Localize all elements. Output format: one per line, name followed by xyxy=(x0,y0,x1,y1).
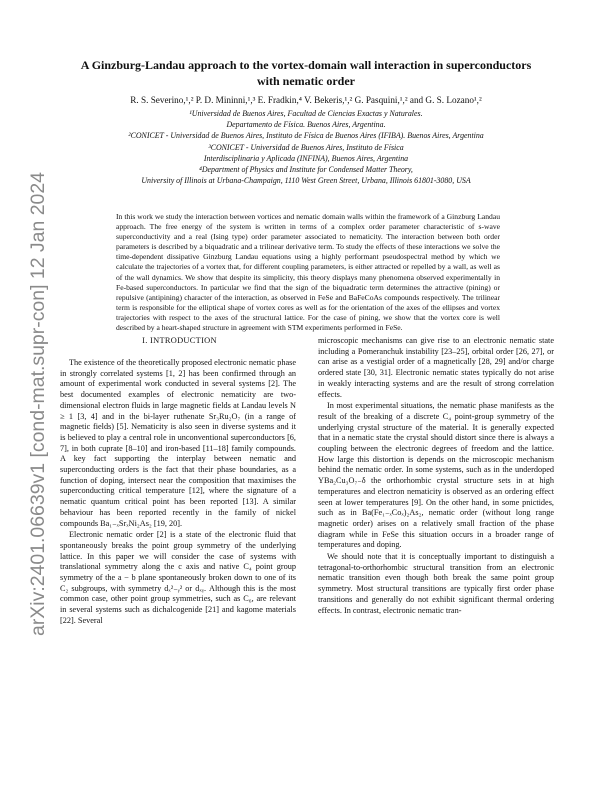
affiliation-line: Departamento de Física. Buenos Aires, Argentina. xyxy=(226,120,386,130)
affiliation-line: ²CONICET - Universidad de Buenos Aires, Instituto de Física de Buenos Aires (IFIBA). Buenos Aires, Argentina xyxy=(128,131,484,141)
affiliation-line: ⁴Department of Physics and Institute for Condensed Matter Theory, xyxy=(199,165,413,175)
arxiv-stamp-text: arXiv:2401.06639v1 [cond-mat.supr-con] 12 Jan 2024 xyxy=(27,170,49,636)
affiliation-line: ¹Universidad de Buenos Aires, Facultad de Ciencias Exactas y Naturales. xyxy=(189,109,423,118)
affiliations xyxy=(60,108,552,186)
body-paragraph: Electronic nematic order [2] is a state of the electronic fluid that spontaneously breaks the point group symmetry of the underlying lattice. In this paper we will consider the case of systems with translational symmetry along the c axis and native C₄ point group symmetry of the a − b plane spontaneously broken down to one of its C₂ subgroups, with symmetry dₓ²₋ᵧ² or dₓᵧ. Although this is the most common case, other point group symmetries, such as C₆, are relevant in several systems such as dichalcogenide [21] and kagome materials [22]. Several xyxy=(60,530,296,625)
body-paragraph: We should note that it is conceptually important to distinguish a tetragonal-to-orthorhombic structural transition from an electronic nematic transition even though both break the same point group symmetry. Most structural transitions are typically first order phase transitions and generally do not exhibit significant thermal ordering effects. In contrast, electronic nematic tran- xyxy=(318,552,554,615)
right-column xyxy=(318,336,554,758)
abstract: In this work we study the interaction between vortices and nematic domain walls within the framework of a Ginzburg Landau approach. The free energy of the system is written in terms of a complex order parameter characteristic of s-wave superconductivity and a real (Ising type) order parameter associated to nematicity. The interaction between both order parameters is described by a biquadratic and a trilinear derivative term. To study the effects of these interactions we solve the time-dependent dissipative Ginzburg Landau equations using a highly performant pseudospectral method by which we calculate the trajectories of a vortex that, for different coupling parameters, is either attracted or repelled by a wall, as well as of the wall dynamics. We show that despite its simplicity, this theory displays many phenomena observed experimentally in Fe-based superconductors. In particular we find that the sign of the biquadratic term determines the attractive (pining) or repulsive (antipining) character of the interaction, as observed in FeSe and BaFeCoAs compounds respectively. The trilinear term is responsible for the elliptical shape of vortex cores as well as for the orientation of the axes of the ellipses and vortex trajectories with respect to the axes of the structural lattice. For the case of pining, we show that the vortex core is well described by a heart-shaped structure in agreement with STM experiments performed in FeSe. xyxy=(116,212,500,333)
author-list: R. S. Severino,¹,² P. D. Mininni,¹,³ E. Fradkin,⁴ V. Bekeris,¹,² G. Pasquini,¹,² and G. S. Lozano¹,² xyxy=(130,95,482,105)
arxiv-stamp xyxy=(14,168,54,638)
affiliation-line: ³CONICET - Universidad de Buenos Aires, Instituto de Física xyxy=(208,142,404,152)
affiliation-line: Interdisciplinaria y Aplicada (INFINA), Buenos Aires, Argentina xyxy=(203,153,409,163)
body-paragraph: The existence of the theoretically proposed electronic nematic phase in strongly correlated systems [1, 2] has been confirmed through an amount of experimental work conducted in several systems [2]. The best documented examples of electronic nematicity are two-dimensional electron fluids in large magnetic fields at Landau levels N ≥ 1 [3, 4] and in the bi-layer ruthenate Sr₃Ru₂O₇ (in a range of magnetic fields) [5]. Nematicity is also seen in diverse systems and it is believed to play a central role in unconventional superconductors [6, 7], in both cuprate [8–10] and iron-based [11–18] family compounds. A key fact supporting the interplay between nematic and superconducting orders is the fact that their phase boundaries, as a function of doping, intersect near the composition that maximises the superconducting critical temperature [12], where the signature of a nematic quantum critical point has been reported [13]. A similar behaviour has been reported recently in the family of nickel compounds Ba₁₋ₓSrₓNi₂As₂ [19, 20]. xyxy=(60,358,296,528)
affiliation-line: University of Illinois at Urbana-Champaign, 1110 West Green Street, Urbana, Illinois 61801-3080, USA xyxy=(141,176,471,186)
body-paragraph: In most experimental situations, the nematic phase manifests as the result of the breaking of a discrete C₄ point-group symmetry of the underlying crystal structure of the material. It is generally expected that in a nematic state the crystal should distort since there is always a coupling between the electronic degrees of freedom and the lattice. How large this distortion is depends on the microscopic mechanism behind the nematic order. In some systems, such as in the underdoped YBa₂Cu₃O₇₋δ the orthorhombic crystal structure sets in at high temperatures and electron nematicity is observed as an ordering effect seen at lower temperatures [9]. On the other hand, in some pnictides, such as in Ba(Fe₁₋ₓCoₓ)₂As₂, nematic order (without long range magnetic order) arises on a relatively small fraction of the phase diagram while in FeSe this situation occurs in a broader range of temperatures and doping. xyxy=(318,401,554,550)
left-column xyxy=(60,358,296,758)
section-heading-introduction: I. INTRODUCTION xyxy=(142,336,217,345)
paper-title: A Ginzburg-Landau approach to the vortex-domain wall interaction in superconductors with nematic order xyxy=(80,58,532,88)
body-paragraph: microscopic mechanisms can give rise to an electronic nematic state including a Pomeranchuk instability [23–25], orbital order [26, 27], or can arise as a vestigial order of a magnetically [28, 29] and/or charge ordered state [30, 31]. Electronic nematic states typically do not arise in weakly interacting systems and are the result of strong correlation effects. xyxy=(318,336,554,399)
